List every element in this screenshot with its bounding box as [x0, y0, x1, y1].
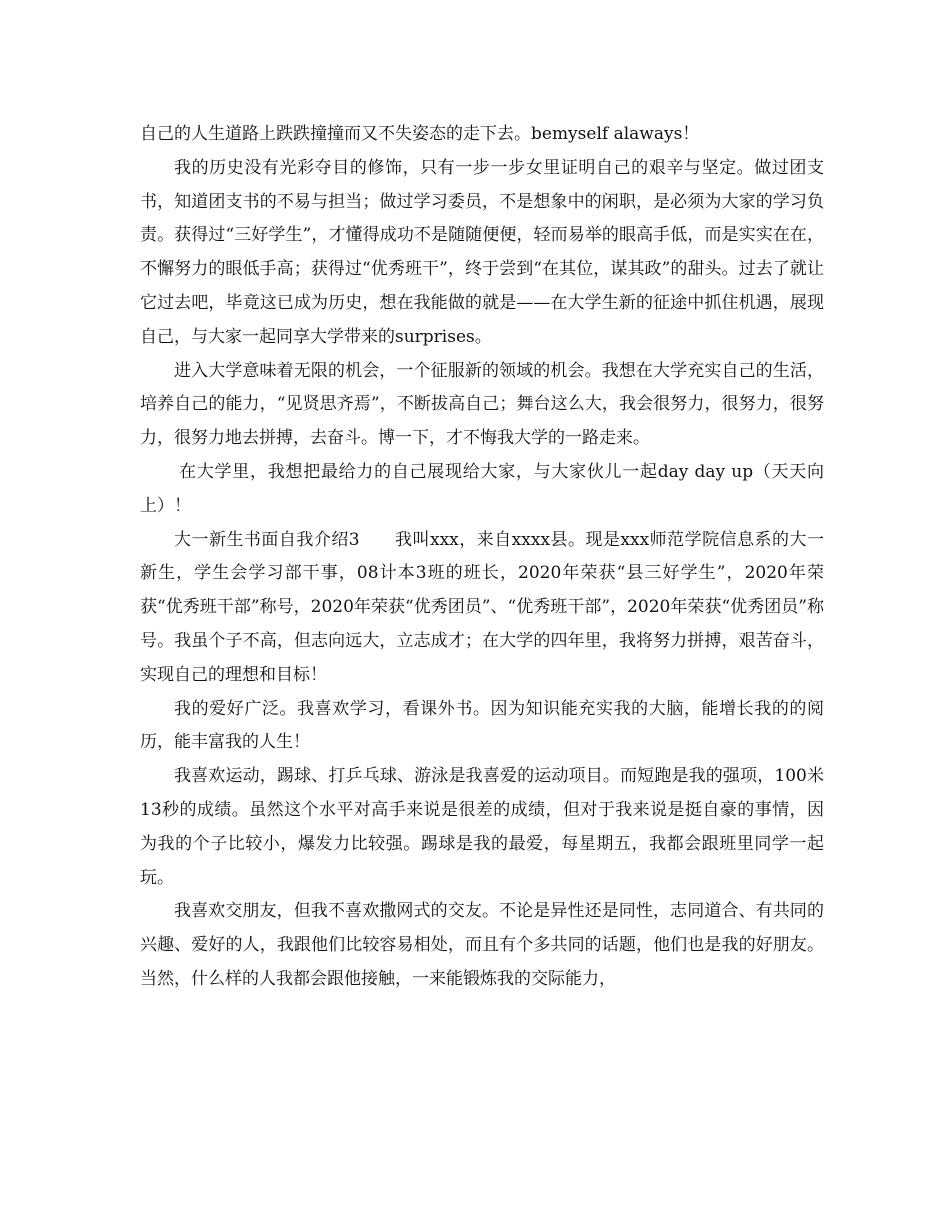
- paragraph-7: 我喜欢运动，踢球、打乒乓球、游泳是我喜爱的运动项目。而短跑是我的强项，100米13秒的成绩。虽然这个水平对高手来说是很差的成绩，但对于我来说是挺自豪的事情，因为我的个子比较小，爆发力比较强。踢球是我的最爱，每星期五，我都会跟班里同学一起玩。: [140, 766, 824, 888]
- paragraph-1: 自己的人生道路上跌跌撞撞而又不失姿态的走下去。bemyself alaways！: [140, 124, 700, 144]
- paragraph-4: 在大学里，我想把最给力的自己展现给大家，与大家伙儿一起day day up（天天向上）！: [140, 461, 824, 516]
- paragraph-5: 大一新生书面自我介绍3 我叫xxx，来自xxxx县。现是xxx师范学院信息系的大一新生，学生会学习部干事，08计本3班的班长，2020年荣获“县三好学生”，2020年荣获“优秀班干部”称号，2020年荣获“优秀团员”、“优秀班干部”，2020年荣获“优秀团员”称号。我虽个子不高，但志向远大，立志成才；在大学的四年里，我将努力拼搏，艰苦奋斗，实现自己的理想和目标！: [140, 529, 824, 685]
- document-body: [140, 118, 824, 997]
- paragraph-3: 进入大学意味着无限的机会，一个征服新的领域的机会。我想在大学充实自己的生活，培养自己的能力，“见贤思齐焉”，不断拔高自己；舞台这么大，我会很努力，很努力，很努力，很努力地去拼搏，去奋斗。博一下，才不悔我大学的一路走来。: [140, 360, 824, 449]
- paragraph-2: 我的历史没有光彩夺目的修饰，只有一步一步女里证明自己的艰辛与坚定。做过团支书，知道团支书的不易与担当；做过学习委员，不是想象中的闲职，是必须为大家的学习负责。获得过“三好学生”，才懂得成功不是随随便便，轻而易举的眼高手低，而是实实在在，不懈努力的眼低手高；获得过“优秀班干”，终于尝到“在其位，谋其政”的甜头。过去了就让它过去吧，毕竟这已成为历史，想在我能做的就是——在大学生新的征途中抓住机遇，展现自己，与大家一起同享大学带来的surprises。: [140, 157, 824, 347]
- paragraph-8: 我喜欢交朋友，但我不喜欢撒网式的交友。不论是异性还是同性，志同道合、有共同的兴趣、爱好的人，我跟他们比较容易相处，而且有个多共同的话题，他们也是我的好朋友。当然，什么样的人我都会跟他接触，一来能锻炼我的交际能力，: [140, 901, 824, 989]
- paragraph-6: 我的爱好广泛。我喜欢学习，看课外书。因为知识能充实我的大脑，能增长我的的阅历，能丰富我的人生！: [140, 698, 824, 753]
